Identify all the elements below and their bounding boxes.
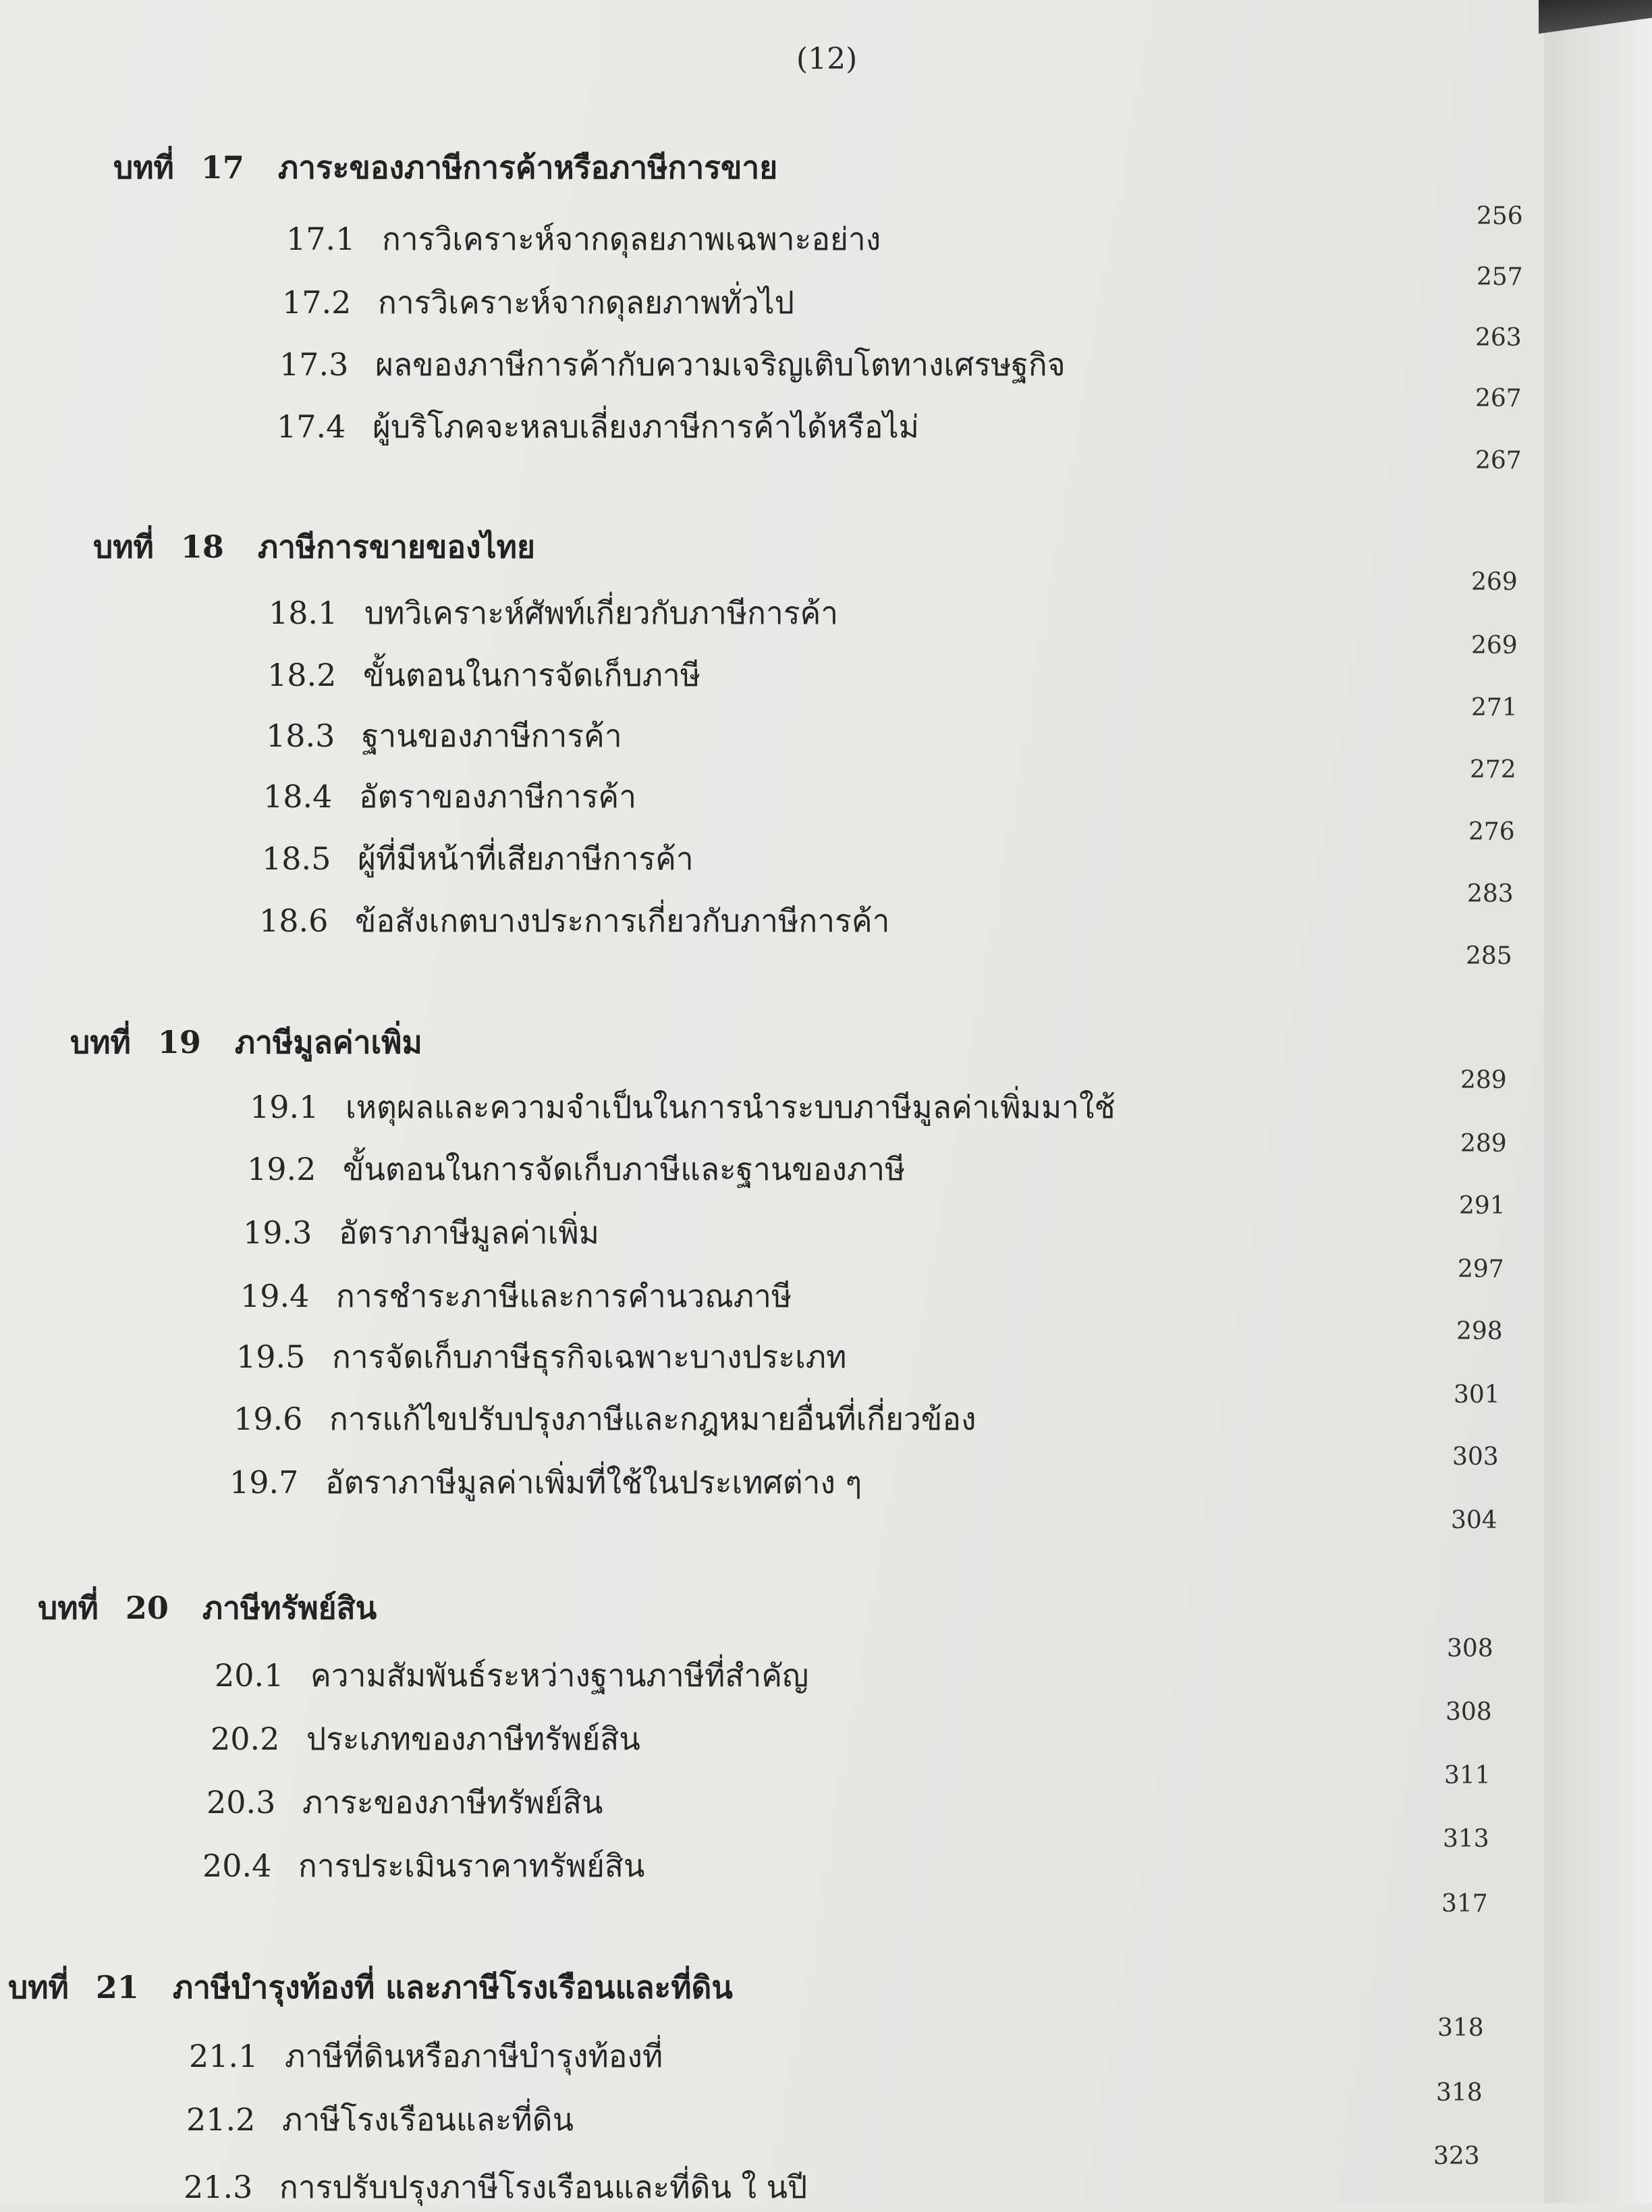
section-number: 18.3 bbox=[266, 718, 335, 754]
section-entry bbox=[250, 1083, 1116, 1132]
section-page: 285 bbox=[1466, 942, 1512, 970]
section-entry bbox=[259, 896, 889, 946]
chapter-heading bbox=[113, 143, 777, 192]
section-title: อัตราของภาษีการค้า bbox=[359, 778, 637, 815]
section-number: 18.5 bbox=[262, 840, 331, 877]
section-entry bbox=[277, 402, 919, 452]
section-number: 19.2 bbox=[247, 1151, 316, 1187]
section-number: 21.2 bbox=[186, 2101, 256, 2138]
section-number: 20.3 bbox=[206, 1784, 276, 1820]
section-page: 267 bbox=[1475, 447, 1522, 475]
chapter-title: ภาษีการขายของไทย bbox=[257, 529, 535, 565]
section-number: 19.4 bbox=[240, 1278, 310, 1314]
section-title: การวิเคราะห์จากดุลยภาพเฉพาะอย่าง bbox=[382, 221, 881, 257]
section-title: อัตราภาษีมูลค่าเพิ่มที่ใช้ในประเทศต่าง ๆ bbox=[325, 1464, 862, 1501]
section-page: 304 bbox=[1451, 1507, 1497, 1534]
page-edge bbox=[1544, 0, 1652, 2203]
section-entry bbox=[186, 2095, 574, 2144]
section-title: การแก้ไขปรับปรุงภาษีและกฎหมายอื่นที่เกี่ยวข้อง bbox=[329, 1401, 976, 1437]
section-page: 276 bbox=[1468, 818, 1515, 846]
section-title: ภาระของภาษีทรัพย์สิน bbox=[302, 1784, 603, 1820]
section-page: 308 bbox=[1446, 1698, 1492, 1726]
section-page: 283 bbox=[1467, 880, 1514, 908]
section-number: 18.6 bbox=[259, 902, 329, 939]
chapter-number: 21 bbox=[95, 1969, 139, 2005]
section-number: 21.3 bbox=[184, 2169, 253, 2205]
section-title: ภาษีที่ดินหรือภาษีบำรุงท้องที่ bbox=[285, 2038, 663, 2074]
section-page: 311 bbox=[1444, 1762, 1491, 1789]
section-title: ขั้นตอนในการจัดเก็บภาษีและฐานของภาษี bbox=[343, 1151, 906, 1187]
section-entry bbox=[243, 1208, 599, 1258]
section-entry bbox=[262, 834, 694, 884]
section-number: 19.3 bbox=[243, 1214, 312, 1251]
section-number: 17.4 bbox=[277, 408, 346, 445]
chapter-page: 256 bbox=[1477, 203, 1523, 230]
section-title: การจัดเก็บภาษีธุรกิจเฉพาะบางประเภท bbox=[332, 1339, 847, 1375]
section-title: ผู้ที่มีหน้าที่เสียภาษีการค้า bbox=[358, 840, 694, 877]
section-page: 289 bbox=[1460, 1130, 1507, 1158]
section-page: 291 bbox=[1459, 1192, 1506, 1220]
section-title: ผลของภาษีการค้ากับความเจริญเติบโตทางเศรษฐกิจ bbox=[375, 346, 1066, 383]
section-page: 301 bbox=[1454, 1381, 1500, 1409]
page-number: (12) bbox=[796, 42, 858, 76]
section-page: 271 bbox=[1471, 694, 1518, 722]
chapter-word: บทที่ bbox=[70, 1024, 131, 1060]
section-entry bbox=[236, 1332, 846, 1382]
section-page: 323 bbox=[1433, 2142, 1480, 2170]
section-number: 18.1 bbox=[269, 595, 338, 631]
section-entry bbox=[279, 340, 1066, 389]
section-entry bbox=[267, 651, 700, 700]
section-number: 17.2 bbox=[282, 284, 352, 321]
chapter-title: ภาษีมูลค่าเพิ่ม bbox=[234, 1024, 422, 1060]
chapter-title: ภาระของภาษีการค้าหรือภาษีการขาย bbox=[277, 149, 778, 186]
section-page: 267 bbox=[1475, 385, 1522, 412]
section-number: 19.5 bbox=[236, 1339, 306, 1375]
section-entry bbox=[211, 1715, 640, 1764]
section-title: ประเภทของภาษีทรัพย์สิน bbox=[306, 1721, 640, 1757]
chapter-number: 17 bbox=[200, 149, 244, 186]
chapter-title: ภาษีบำรุงท้องที่ และภาษีโรงเรือนและที่ดิน bbox=[172, 1969, 733, 2005]
section-entry bbox=[240, 1272, 792, 1321]
section-entry bbox=[202, 1841, 644, 1891]
section-title: เหตุผลและความจำเป็นในการนำระบบภาษีมูลค่าเพิ่มมาใช้ bbox=[346, 1089, 1116, 1125]
section-entry bbox=[266, 711, 622, 761]
section-page: 317 bbox=[1441, 1890, 1488, 1918]
section-number: 20.1 bbox=[215, 1657, 284, 1694]
section-page: 318 bbox=[1436, 2079, 1483, 2107]
section-entry bbox=[282, 278, 794, 327]
section-title: อัตราภาษีมูลค่าเพิ่ม bbox=[339, 1214, 599, 1251]
section-entry bbox=[184, 2163, 807, 2212]
section-entry bbox=[233, 1395, 976, 1444]
chapter-page: 289 bbox=[1460, 1067, 1507, 1094]
section-number: 18.4 bbox=[263, 778, 333, 815]
section-number: 18.2 bbox=[267, 657, 337, 693]
section-number: 19.6 bbox=[233, 1401, 303, 1437]
section-entry bbox=[286, 215, 881, 264]
section-entry bbox=[229, 1458, 862, 1507]
section-title: การประเมินราคาทรัพย์สิน bbox=[298, 1847, 645, 1884]
section-title: ความสัมพันธ์ระหว่างฐานภาษีที่สำคัญ bbox=[310, 1657, 809, 1694]
section-entry bbox=[269, 589, 838, 638]
chapter-heading bbox=[8, 1963, 733, 2012]
chapter-word: บทที่ bbox=[8, 1969, 69, 2005]
section-number: 19.1 bbox=[250, 1089, 319, 1125]
section-entry bbox=[215, 1651, 808, 1700]
section-page: 313 bbox=[1443, 1825, 1489, 1853]
section-number: 20.4 bbox=[202, 1847, 272, 1884]
section-title: บทวิเคราะห์ศัพท์เกี่ยวกับภาษีการค้า bbox=[364, 595, 839, 631]
section-title: ข้อสังเกตบางประการเกี่ยวกับภาษีการค้า bbox=[355, 902, 890, 939]
chapter-number: 19 bbox=[157, 1024, 201, 1060]
section-entry bbox=[189, 2032, 663, 2081]
chapter-page: 269 bbox=[1471, 568, 1518, 596]
chapter-heading bbox=[38, 1584, 377, 1633]
section-entry bbox=[263, 772, 636, 821]
section-number: 19.7 bbox=[229, 1464, 299, 1501]
section-title: ขั้นตอนในการจัดเก็บภาษี bbox=[363, 657, 701, 693]
section-title: การวิเคราะห์จากดุลยภาพทั่วไป bbox=[378, 284, 794, 321]
section-number: 21.1 bbox=[189, 2038, 258, 2074]
section-title: ผู้บริโภคจะหลบเลี่ยงภาษีการค้าได้หรือไม่ bbox=[373, 408, 919, 445]
section-number: 17.1 bbox=[286, 221, 356, 257]
chapter-heading bbox=[93, 522, 535, 572]
section-title: การชำระภาษีและการคำนวณภาษี bbox=[336, 1278, 792, 1314]
section-page: 269 bbox=[1471, 632, 1518, 659]
chapter-word: บทที่ bbox=[93, 529, 154, 565]
chapter-word: บทที่ bbox=[38, 1590, 99, 1626]
chapter-number: 20 bbox=[125, 1590, 169, 1626]
section-page: 257 bbox=[1477, 263, 1523, 291]
section-title: การปรับปรุงภาษีโรงเรือนและที่ดิน ใ นปี bbox=[279, 2169, 808, 2205]
section-page: 272 bbox=[1470, 756, 1516, 784]
section-number: 17.3 bbox=[279, 346, 349, 383]
section-title: ฐานของภาษีการค้า bbox=[362, 718, 622, 754]
chapter-heading bbox=[70, 1018, 422, 1067]
section-page: 303 bbox=[1452, 1443, 1499, 1471]
chapter-number: 18 bbox=[180, 529, 224, 565]
chapter-word: บทที่ bbox=[113, 149, 174, 186]
section-page: 263 bbox=[1475, 324, 1522, 352]
chapter-title: ภาษีทรัพย์สิน bbox=[202, 1590, 377, 1626]
section-entry bbox=[206, 1778, 603, 1827]
section-entry bbox=[247, 1145, 905, 1194]
section-page: 297 bbox=[1458, 1256, 1504, 1283]
section-page: 298 bbox=[1456, 1318, 1503, 1345]
section-number: 20.2 bbox=[211, 1721, 280, 1757]
chapter-page: 308 bbox=[1447, 1635, 1493, 1663]
chapter-page: 318 bbox=[1437, 2014, 1484, 2042]
section-title: ภาษีโรงเรือนและที่ดิน bbox=[282, 2101, 574, 2138]
